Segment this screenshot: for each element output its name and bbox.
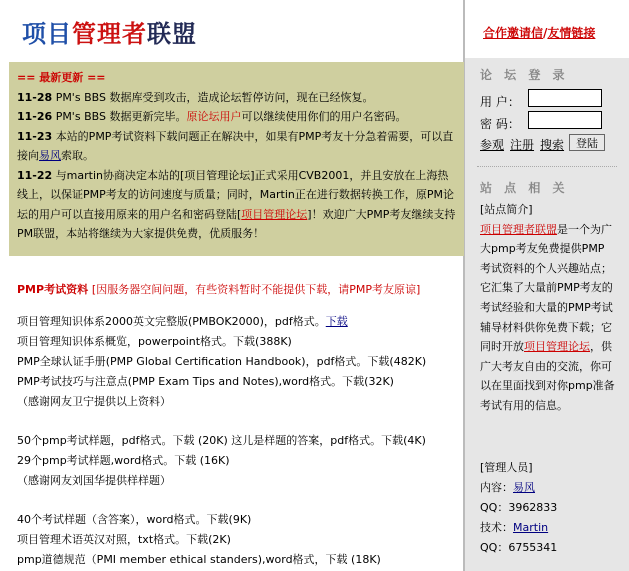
news-item	[17, 166, 456, 244]
spacer	[17, 412, 457, 431]
news-text: 可以继续使用你们的用户名密码。	[241, 110, 407, 123]
list-item: 项目管理知识体系概览，powerpoint格式。下载(388K)	[17, 335, 292, 348]
list-item: 项目管理术语英汉对照，txt格式。下载(2K)	[17, 533, 231, 546]
logo-part: 者	[122, 19, 147, 48]
news-date: 11-22	[17, 168, 53, 182]
news-text: PM's BBS 数据库受到攻击，造成论坛暂停访问，现在已经恢复。	[55, 90, 374, 104]
news-date: 11-28	[17, 90, 53, 104]
register-link[interactable]: 注册	[510, 138, 535, 152]
forum-link-sidebar[interactable]: 项目管理论坛	[524, 340, 590, 354]
qq-number: QQ：6755341	[480, 541, 558, 554]
news-text: PM's BBS 数据更新完毕。	[55, 110, 187, 123]
intro-text: ，供广大考友自由的交流，你可以在里面找到对你pmp准备考试有用的信息。	[480, 340, 615, 412]
news-date: 11-23	[17, 129, 53, 143]
news-item	[17, 88, 456, 108]
list-item: PMP全球认证手册(PMP Global Certification Handbook)，pdf格式。下载(482K)	[17, 355, 427, 368]
username-input[interactable]	[528, 89, 602, 107]
browse-link[interactable]: 参观	[480, 138, 505, 152]
admin-info	[480, 458, 615, 558]
list-item: 29个pmp考试样题,word格式。下载 (16K)	[17, 454, 230, 467]
password-input[interactable]	[528, 111, 602, 129]
username-label: 用 户：	[480, 95, 520, 109]
news-item	[17, 127, 456, 166]
admin-label: 技术：	[480, 521, 513, 534]
admin-heading: [管理人员]	[480, 461, 533, 474]
news-text: 与martin协商决定本站的[项目管理论坛]正式采用CVB2001，并且安放在上海热线上，以保证PMP考友的访问速度与质量；同时，Martin正在进行数据转换工作，原PM论坛的用户可以直接用原来的用户名和密码登陆[	[17, 168, 454, 221]
invite-link[interactable]: 合作邀请信	[483, 26, 544, 40]
divider	[477, 166, 617, 167]
list-item: 40个考试样题（含答案），word格式。下载(9K)	[17, 513, 252, 526]
list-item: （感谢网友刘国华提供样样题）	[17, 474, 171, 487]
login-links	[480, 136, 570, 153]
list-item: 50个pmp考试样题，pdf格式。下载 (20K) 这儿是样题的答案，pdf格式。下载(4K)	[17, 434, 426, 447]
qq-number: QQ：3962833	[480, 501, 558, 514]
news-text: 本站的PMP考试资料下载问题正在解决中，如果有PMP考友十分急着需要，可以直接向	[17, 129, 454, 162]
main-content	[17, 280, 457, 570]
news-highlight: 原论坛用户	[186, 110, 242, 123]
section-title-text: PMP考试资料	[17, 283, 89, 296]
list-item: pmp道德规范（PMI member ethical standers),word格式，下载 (18K)	[17, 553, 381, 566]
logo-part: 联盟	[147, 19, 197, 48]
admin-content-row	[480, 478, 615, 498]
admin-tech-row	[480, 518, 615, 538]
logo-part: 管理	[72, 19, 122, 48]
forum-link[interactable]: 项目管理论坛	[241, 207, 308, 221]
contact-link[interactable]: 易风	[39, 149, 61, 162]
content-admin-link[interactable]: 易风	[513, 481, 535, 494]
download-link[interactable]: 下载	[325, 315, 348, 328]
password-label: 密 码：	[480, 117, 520, 131]
login-title: 论 坛 登 录	[480, 68, 569, 82]
right-sidebar	[465, 58, 629, 571]
list-item: （感谢网友卫宁提供以上资料）	[17, 395, 171, 408]
friend-links-link[interactable]: 友情链接	[547, 26, 596, 40]
spacer	[17, 491, 457, 510]
logo-text	[22, 14, 197, 49]
section-note: [因服务器空间问题，有些资料暂时不能提供下载，请PMP考友原谅]	[91, 283, 421, 296]
top-links-area	[465, 0, 629, 58]
site-logo[interactable]	[0, 0, 465, 58]
top-links	[483, 24, 595, 41]
link-separator: /	[543, 26, 548, 40]
tech-admin-link[interactable]: Martin	[513, 521, 549, 534]
news-heading: == 最新更新 ==	[17, 71, 106, 84]
search-link[interactable]: 搜索	[540, 138, 565, 152]
list-item	[17, 312, 457, 332]
site-related-title: 站 点 相 关	[480, 181, 569, 195]
intro-heading: [站点简介]	[480, 203, 533, 216]
username-row	[480, 93, 520, 110]
news-item	[17, 107, 456, 127]
news-text: 索取。	[61, 149, 94, 162]
news-date: 11-26	[17, 110, 53, 123]
site-intro	[480, 200, 615, 416]
news-box	[9, 62, 464, 256]
section-title	[17, 280, 457, 300]
site-name-link[interactable]: 项目管理者联盟	[480, 222, 557, 236]
admin-label: 内容：	[480, 481, 513, 494]
list-item: PMP考试技巧与注意点(PMP Exam Tips and Notes),word格式。下载(32K)	[17, 375, 394, 388]
news-text: ]！欢迎广大PMP考友继续支持PM联盟，本站将继续为大家提供免费，优质服务！	[17, 207, 456, 240]
intro-text: 是一个为广大pmp考友免费提供PMP考试资料的个人兴趣站点；它汇集了大量前PMP考友的考试经验和大量的PMP考试辅导材料供你免费下载；它同时开放	[480, 222, 613, 354]
password-row	[480, 115, 520, 132]
login-button[interactable]: 登陆	[569, 134, 605, 151]
list-item-text: 项目管理知识体系2000英文完整版(PMBOK2000)，pdf格式。	[17, 315, 326, 328]
logo-part: 项目	[22, 19, 72, 48]
